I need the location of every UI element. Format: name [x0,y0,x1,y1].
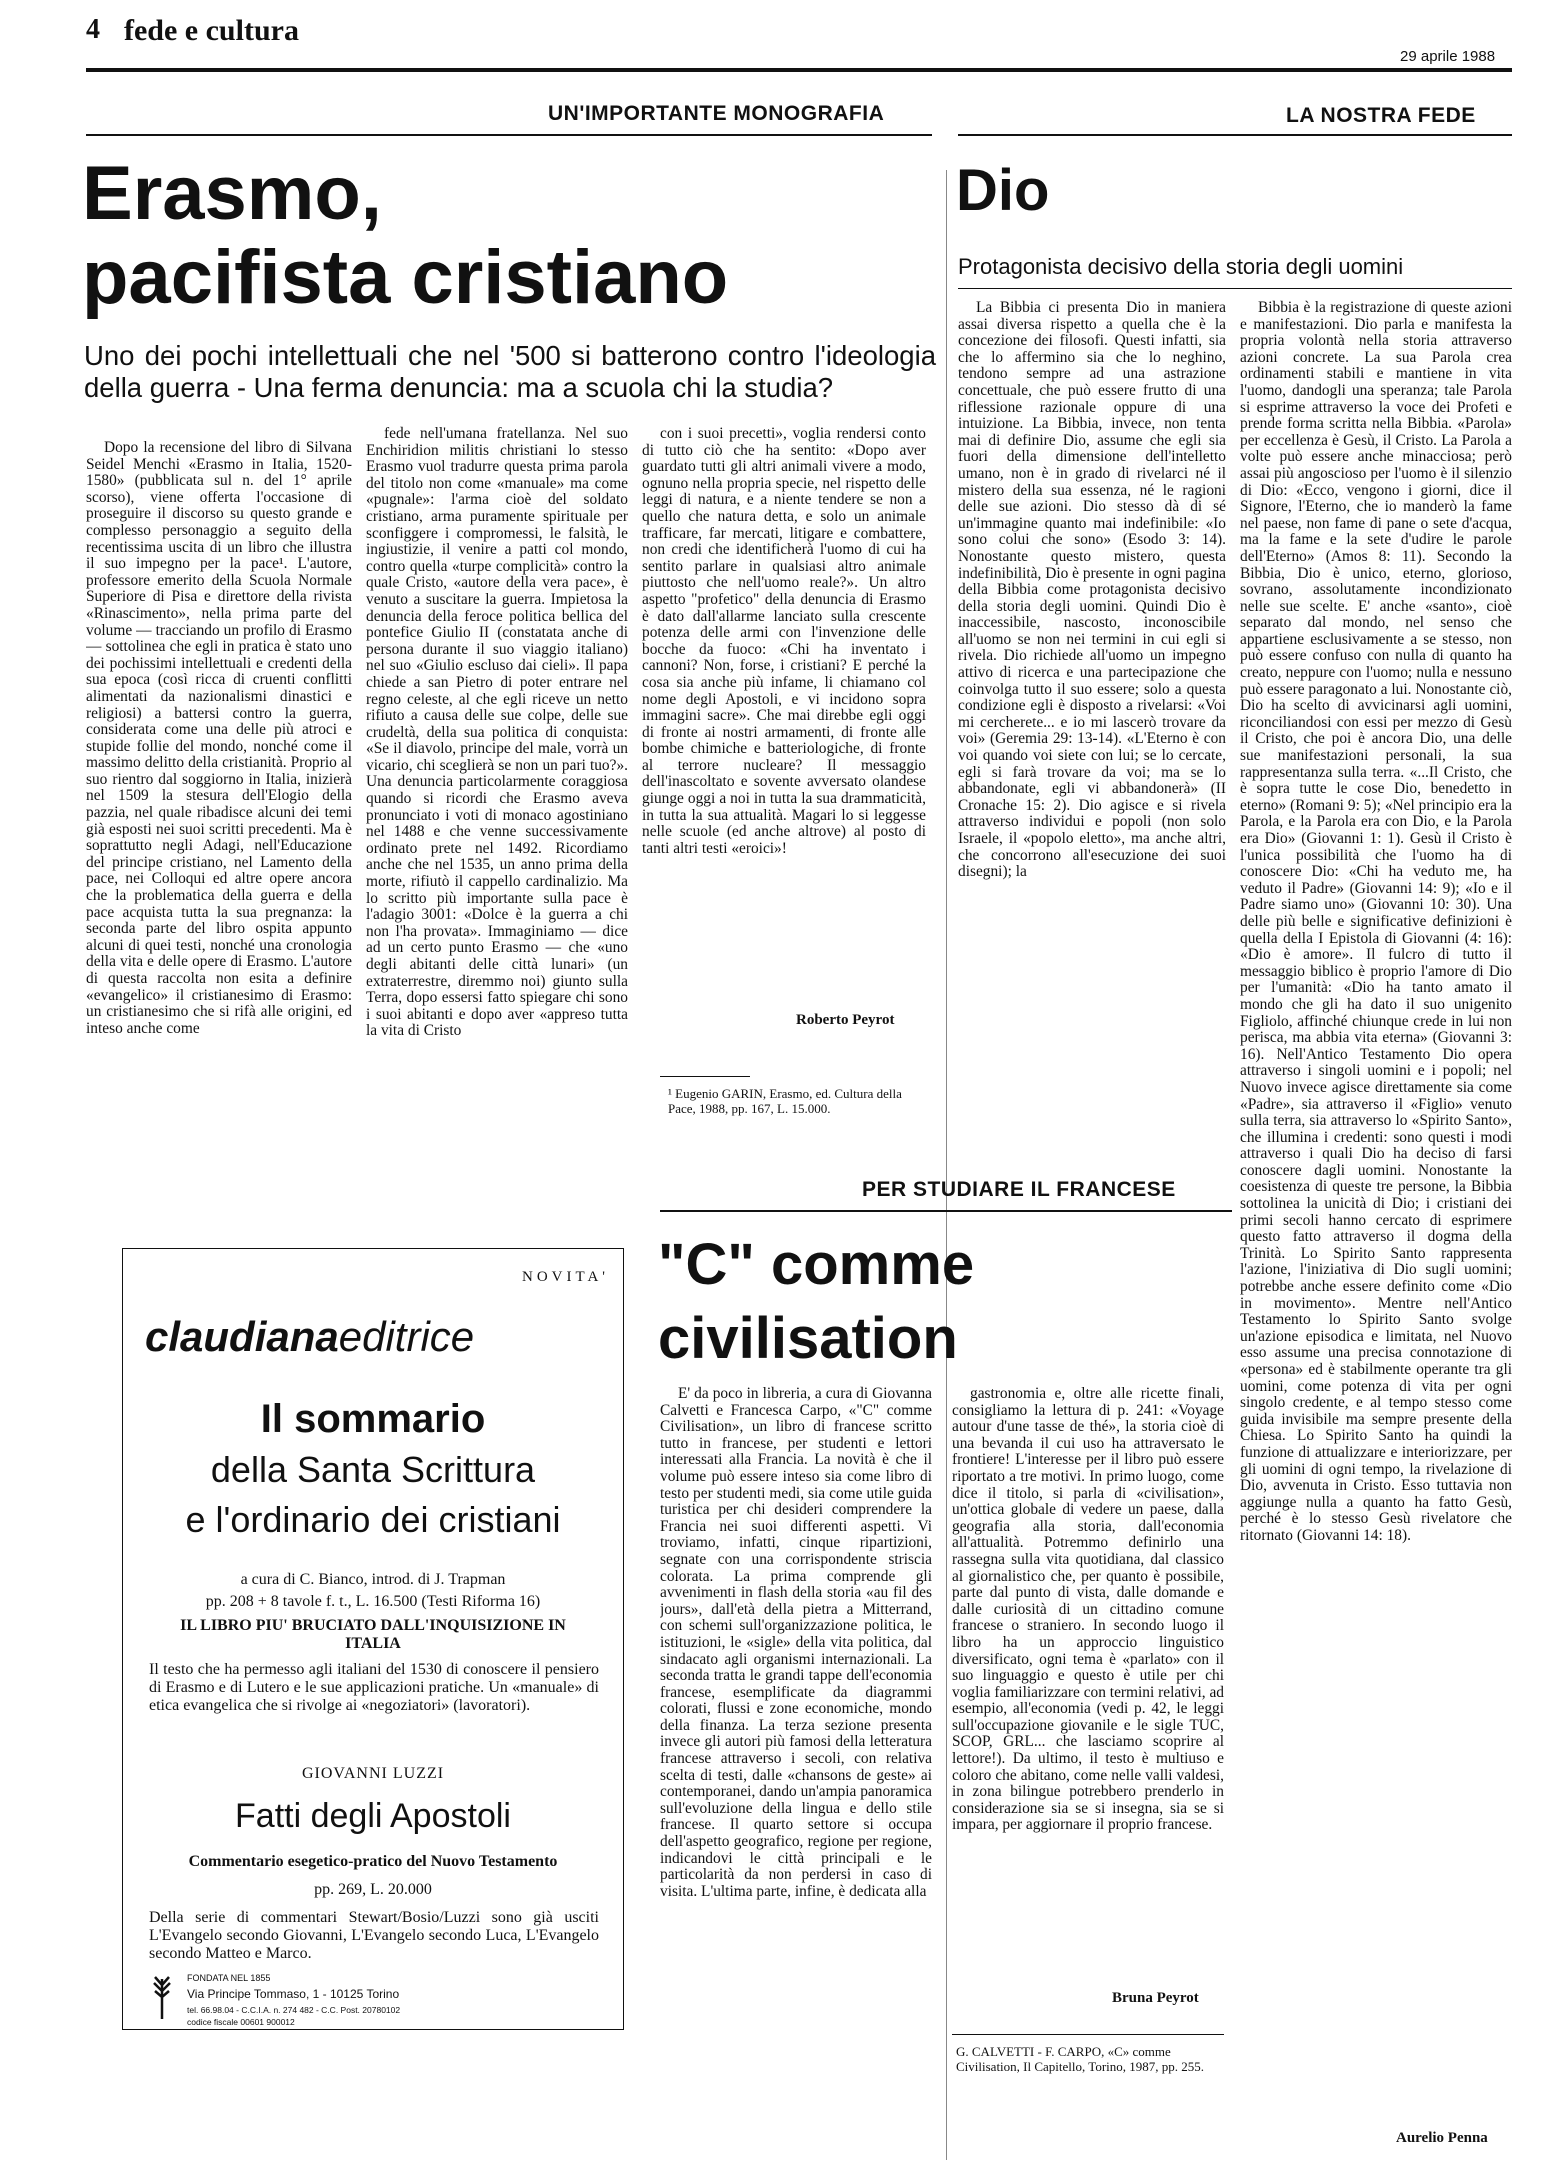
francese-title-1: "C" comme [658,1232,975,1297]
francese-text-1: E' da poco in libreria, a cura di Giovanna Calvetti e Francesca Carpo, «"C" comme Civilisation», un libro di francese scritto tutto in francese, per studenti e lettori interessati alla Francia. La novità è che il volume può essere inteso sia come libro di testo per studenti medi, sia come utile guida turistica per chi desideri comprendere la Francia nei suoi differenti aspetti. Vi troviamo, infatti, cinque ripartizioni, segnate con una corrispondente striscia colorata. La prima comprende gli avvenimenti in flash della storia «au fil des jours», dall'età della pietra a Mitterrand, con schemi sull'organizzazione politica, le istituzioni, le «sigle» della vita politica, dal sindacato agli organismi internazionali. La seconda tratta le grandi tappe dell'economia francese, esemplificate da diagrammi colorati, flussi e zone economiche, mondo della finanza. La terza sezione presenta invece gli autori più famosi della letteratura francese attraverso i secoli, con relativa scelta di testi, dalle «chansons de geste» ai contemporanei, dando un'ampia panoramica sull'evoluzione della lingua e dello stile francese. Il quarto settore si occupa dell'aspetto geografico, regione per regione, indicandovi le città principali e le particolarità da non perdersi in caso di visita. L'ultima parte, infine, è dedicata alla [660,1386,932,1900]
dio-text-2: Bibbia è la registrazione di queste azioni e manifestazioni. Dio parla e manifesta la propria volontà nella storia attraverso azioni concrete. La sua Parola crea ordinamenti stabili e mantiene in vita l'uomo, dandogli una speranza; tale Parola si esprime attraverso la voce dei Profeti e prende forma scritta nella Bibbia. «Parola» per eccellenza è Gesù, il Cristo. La Parola a volte può essere anche minacciosa; però assai più angoscioso per l'uomo è il silenzio di Dio: «Ecco, vengono i giorni, dice il Signore, l'Eterno, che io manderò la fame nel paese, non fame di pane o sete d'acqua, ma la fame e la sete d'udire le parole dell'Eterno» (Amos 8: 11). Secondo la Bibbia, Dio è unico, eterno, glorioso, sovrano, assolutamente incondizionato nelle sue scelte. E' anche «santo», cioè separato dal mondo, nel senso che appartiene esclusivamente a se stesso, non può essere confuso con nulla di quanto ha creato, neppure con l'uomo; nulla e nessuno può essere paragonato a lui. Nonostante ciò, Dio ha scelto di avvicinarsi agli uomini, riconciliandosi con essi per mezzo di Gesù il Cristo, che poi è ancora Dio, una delle sue manifestazioni personali, la sua rappresentanza sulla terra. «...Il Cristo, che è sopra tutte le cose Dio, benedetto in eterno» (Romani 9: 5); «Nel principio era la Parola, e la Parola era con Dio, e la Parola era Dio» (Giovanni 1: 1). Gesù il Cristo è l'unica possibilità che l'uomo ha di conoscere Dio: «Chi ha veduto me, ha veduto il Padre» (Giovanni 14: 9); «Io e il Padre siamo uno» (Giovanni 10: 30). Una delle più belle e significative definizioni è quella della I Epistola di Giovanni (4: 16): «Dio è amore». Il fulcro di tutto il messaggio biblico è proprio l'amore di Dio per l'umanità: «Dio ha tanto amato il mondo che gli ha dato il suo unigenito Figliolo, affinché chiunque crede in lui non perisca, ma abbia vita eterna» (Giovanni 3: 16). Nell'Antico Testamento Dio opera attraverso i singoli uomini e i popoli; nel Nuovo invece agisce direttamente sia come «Padre», sia attraverso il «Figlio» venuto sulla terra, sia attraverso lo «Spirito Santo», che illumina i credenti: sono questi i modi attraverso i quali Dio ha deciso di farsi conoscere dagli uomini. Nonostante la coesistenza di queste tre persone, la Bibbia sottolinea la unicità di Dio; i cristiani dei primi secoli hanno cercato di esprimere questo fatto attraverso il dogma della Trinità. Lo Spirito Santo rappresenta l'azione, l'iniziativa di Dio sugli uomini; potrebbe anche essere definito come «Dio in movimento». Mentre nell'Antico Testamento lo Spirito Santo svolge un'azione episodica e limitata, nel Nuovo esso assume una precisa connotazione di «persona» ed è stabilmente operante tra gli uomini, come potenza di vita per ogni singolo credente, e al tempo stesso come guida invisibile ma sempre presente della Chiesa. Lo Spirito Santo ha quindi la funzione di attualizzare e interiorizzare, per gli uomini di ogni tempo, la rivelazione di Dio, avvenuta in Cristo. Esso tuttavia non aggiunge nulla a quanto ha fatto Gesù, perché è lo stesso Gesù rivelatore che ritornato (Giovanni 14: 18). [1240,300,1512,1544]
dio-text-1: La Bibbia ci presenta Dio in maniera assai diversa rispetto a quella che è la concezione dei filosofi. Questi infatti, sia che lo affermino sia che lo neghino, tendono sempre ad una astrazione concettuale, che può essere frutto di una riflessione razionale oppure di una intuizione. La Bibbia, invece, non tenta mai di definire Dio, assume che egli sia fuori della dimensione dell'intelletto umano, non è in grado di rivelarci né il mistero della sua essenza, né le ragioni delle sue azioni. Dio stesso dà di sé un'immagine quanto mai indefinibile: «Io sono colui che sono» (Esodo 3: 14). Nonostante questo mistero, questa indefinibilità, Dio è presente in ogni pagina della Bibbia come protagonista decisivo della storia degli uomini. Quindi Dio è inaccessibile, nascosto, inconoscibile all'uomo se non nei termini in cui egli si rivela. Dio richiede all'uomo un impegno attivo di ricerca e una partecipazione che coinvolga tutto il suo essere; solo a questa condizione egli è disposto a rivelarsi: «Voi mi cercherete... e io mi lascerò trovare da voi» (Geremia 29: 13-14). «L'Eterno è con voi quando voi siete con lui; se lo cercate, egli si farà trovare da voi; ma se lo abbandonate, egli vi abbandonerà» (II Cronache 15: 2). Dio agisce e si rivela attraverso individui e popoli (non solo Israele, il «popolo eletto», ma anche altri, che concorrono all'esecuzione dei suoi disegni); la [958,300,1226,881]
ad-book2-details: pp. 269, L. 20.000 [314,1881,432,1898]
ad-tax-code: codice fiscale 00601 900012 [187,2017,295,2027]
ad-book2-title: Fatti degli Apostoli [235,1797,511,1835]
erasmo-kicker-rule [86,134,932,136]
ad-book2-author: GIOVANNI LUZZI [301,1765,445,1782]
erasmo-subtitle: Uno dei pochi intellettuali che nel '500 si batterono contro l'ideologia della guerra - Una ferma denuncia: ma a scuola chi la studia? [84,340,936,403]
erasmo-text-1: Dopo la recensione del libro di Silvana Seidel Menchi «Erasmo in Italia, 1520-1580» (pubblicata sul n. del 1° aprile scorso), viene offerta l'occasione di proseguire il discorso su questo grande e complesso personaggio a seguito della recentissima uscita di un libro che illustra il suo impegno per la pace¹. L'autore, professore emerito della Scuola Normale Superiore di Pisa e direttore della rivista «Rinascimento», nella prima parte del volume — tracciando un profilo di Erasmo — sottolinea che egli in pratica è stato uno dei pochissimi intellettuali e credenti della sua epoca (così ricca di cruenti conflitti alimentati da nazionalismi dinastici e religiosi) a battersi contro la guerra, considerata come una delle più atroci e stupide follie del mondo, nonché come il massimo delitto della cristianità. Proprio al suo rientro dal soggiorno in Italia, inizierà nel 1509 la stesura dell'Elogio della pazzia, nel quale ribadisce alcuni dei temi già esposti nei suoi scritti precedenti. Ma è soprattutto negli Adagi, nell'Educazione del principe cristiano, nel Lamento della pace, nei Colloqui ed altre opere ancora che la problematica della guerra e della pace acquista tutta la sua pregnanza: la seconda parte del libro ospita appunto alcuni di quei testi, nonché una cronologia della vita e delle opere di Erasmo. L'autore di questa raccolta non esita a definire «evangelico» il cristianesimo di Erasmo: un cristianesimo che si rifà alle origini, ed inteso anche come [86,440,352,1037]
page-number: 4 [86,14,100,45]
ad-book1-title-2: della Santa Scrittura [210,1449,536,1490]
ad-book1-description: Il testo che ha permesso agli italiani del 1530 di conoscere il pensiero di Erasmo e di Lutero e le sue applicazioni pratiche. Un «manuale» di etica evangelica che si rivolge ai «negoziatori» (lavoratori). [149,1661,599,1714]
dio-title: Dio [956,158,1050,223]
erasmo-footnote-rule [660,1076,750,1077]
erasmo-author: Roberto Peyrot [796,1012,895,1028]
header-rule [86,68,1512,72]
francese-text-2: gastronomia e, oltre alle ricette finali, consigliamo la lettura di p. 241: «Voyage autour d'une tasse de thé», la storia cioè di una bevanda il cui uso ha attraversato le frontiere! L'interesse per il libro può essere riportato a tre motivi. In primo luogo, come dice il titolo, si parla di «civilisation», un'ottica globale di vedere un paese, dalla geografia alla storia, dall'economia all'attualità. Potremmo definirlo una rassegna sulla vita quotidiana, dal classico al giornalistico che, per quanto è possibile, parte dal punto di vista, dalle domande e dalle curiosità di un cittadino comune francese o straniero. In secondo luogo il libro ha un approccio linguistico diversificato, ogni tema è «parlato» con il suo linguaggio e questo è utile per chi voglia familiarizzare con termini relativi, ad esempio, all'economia (vedi p. 42, le leggi sull'occupazione giovanile e le sigle TUC, SCOP, GRL... che lasciamo scoprire al lettore!). Da ultimo, il testo è multiuso e coloro che abitano, come nelle valli valdesi, in zona bilingue potrebbero prenderlo in considerazione sia se si insegna, sia se si impara, per aggiornare il proprio francese. [952,1386,1224,1834]
ad-book1-title-1: Il sommario [260,1397,486,1441]
issue-date: 29 aprile 1988 [1400,48,1496,65]
erasmo-column-3 [642,426,926,1006]
erasmo-column-2 [366,426,628,1220]
ad-novita: NOVITA' [522,1269,609,1285]
francese-column-2 [952,1386,1224,1966]
ad-book1-credits: a cura di C. Bianco, introd. di J. Trapman [240,1571,506,1588]
ad-founded: FONDATA NEL 1855 [187,1973,271,1983]
ad-address: Via Principe Tommaso, 1 - 10125 Torino [187,1987,400,2001]
wheat-logo-icon [147,1971,177,2021]
erasmo-column-1 [86,440,352,1222]
francese-author: Bruna Peyrot [1112,1990,1199,2006]
erasmo-footnote: ¹ Eugenio GARIN, Erasmo, ed. Cultura della Pace, 1988, pp. 167, L. 15.000. [668,1086,902,1116]
dio-kicker-rule [958,134,1512,136]
francese-footnote-rule [952,2034,1224,2035]
francese-kicker-rule [660,1210,1232,1212]
ad-book1-details: pp. 208 + 8 tavole f. t., L. 16.500 (Testi Riforma 16) [205,1593,541,1610]
dio-column-2 [1240,300,1512,2100]
section-title: fede e cultura [124,14,299,47]
dio-subtitle: Protagonista decisivo della storia degli uomini [958,254,1404,279]
ad-publisher [145,1313,474,1361]
erasmo-kicker: UN'IMPORTANTE MONOGRAFIA [548,102,885,125]
ad-phone: tel. 66.98.04 - C.C.I.A. n. 274 482 - C.C. Post. 20780102 [187,2005,401,2015]
ad-book2-subtitle: Commentario esegetico-pratico del Nuovo Testamento [188,1853,558,1870]
erasmo-text-2: fede nell'umana fratellanza. Nel suo Enchiridion militis christiani lo stesso Erasmo vuol tradurre questa prima parola del titolo non come «manuale» ma come «pugnale»: l'arma cioè del soldato cristiano, arma puramente spirituale per sconfiggere i compromessi, le falsità, le ingiustizie, il venire a patti col mondo, contro quella «turpe complicità» contro la quale Cristo, «autore della vera pace», è venuto a suscitare la guerra. Impietosa la denuncia della feroce politica bellica del pontefice Giulio II (constatata anche di persona durante il suo viaggio italiano) nel suo «Giulio escluso dai cieli». Il papa chiede a san Pietro di poter entrare nel regno celeste, al che egli riceve un netto rifiuto a causa delle sue colpe, delle sue crudeltà, della sua politica di conquista: «Se il diavolo, principe del male, vorrà un vicario, chi sceglierà se non un pari tuo?». Una denuncia particolarmente coraggiosa quando si ricordi che Erasmo aveva pronunciato i voti di monaco agostiniano nel 1488 e che venne successivamente ordinato prete nel 1492. Ricordiamo anche che nel 1535, un anno prima della morte, rifiutò il cappello cardinalizio. Ma lo scritto più importante sulla pace è l'adagio 3001: «Dolce è la guerra a chi non l'ha provata». Immaginiamo — dice ad un certo punto Erasmo — che «uno degli abitanti delle città lunari» (un extraterrestre, diremmo noi) giunto sulla Terra, dopo essersi fatto spiegare chi sono i suoi abitanti e dopo aver «appreso tutta la vita di Cristo [366,426,628,1040]
dio-author: Aurelio Penna [1396,2130,1488,2146]
ad-publisher-light: editrice [338,1313,475,1360]
erasmo-text-3: con i suoi precetti», voglia rendersi conto di tutto ciò che ha sentito: «Dopo aver guardato tutti gli altri animali vivere a modo, ognuno nella propria specie, nel rispetto delle leggi di natura, e a niente tendere se non a quello che natura detta, e solo un animale trafficare, far mercati, litigare e combattere, non credi che identificherà l'uomo di cui ha sentito parlare in qualsiasi altro animale piuttosto che nell'uomo reale?». Un altro aspetto "profetico" della denuncia di Erasmo è dato dall'allarme lanciato sulla crescente potenza delle armi con l'invenzione delle bocche da fuoco: «Chi ha inventato i cannoni? Non, forse, i cristiani? E perché la cosa sia anche più infame, li chiamano col nome degli Apostoli, e vi incidono sopra immagini sacre». Che mai direbbe egli oggi di fronte ai nostri armamenti, di fronte alle bombe chimiche e batteriologiche, di fronte al terrore nucleare? Il messaggio dell'inascoltato e sovente avversato olandese giunge oggi a noi in tutta la sua drammaticità, in tutta la sua attualità. Magari lo si leggesse nelle scuole (ed anche altrove) al posto di tanti altri testi «eroici»! [642,426,926,857]
dio-kicker: LA NOSTRA FEDE [1286,104,1476,127]
ad-book2-series: Della serie di commentari Stewart/Bosio/Luzzi sono già usciti L'Evangelo secondo Giovanni, L'Evangelo secondo Luca, L'Evangelo secondo Matteo e Marco. [149,1909,599,1962]
francese-kicker: PER STUDIARE IL FRANCESE [862,1178,1176,1201]
dio-subtitle-rule [958,288,1512,289]
column-separator [946,170,947,2160]
ad-book1-tagline: IL LIBRO PIU' BRUCIATO DALL'INQUISIZIONE IN ITALIA [180,1617,566,1652]
francese-footnote: G. CALVETTI - F. CARPO, «C» comme Civilisation, Il Capitello, Torino, 1987, pp. 255. [956,2044,1205,2074]
erasmo-title-2: pacifista cristiano [82,235,729,320]
erasmo-title-1: Erasmo, [82,151,382,236]
claudiana-advertisement [122,1248,624,2030]
francese-title-2: civilisation [658,1306,958,1371]
dio-column-1 [958,300,1226,1180]
francese-column-1 [660,1386,932,2116]
ad-book1-title-3: e l'ordinario dei cristiani [185,1499,561,1540]
ad-publisher-bold: claudiana [145,1313,339,1360]
